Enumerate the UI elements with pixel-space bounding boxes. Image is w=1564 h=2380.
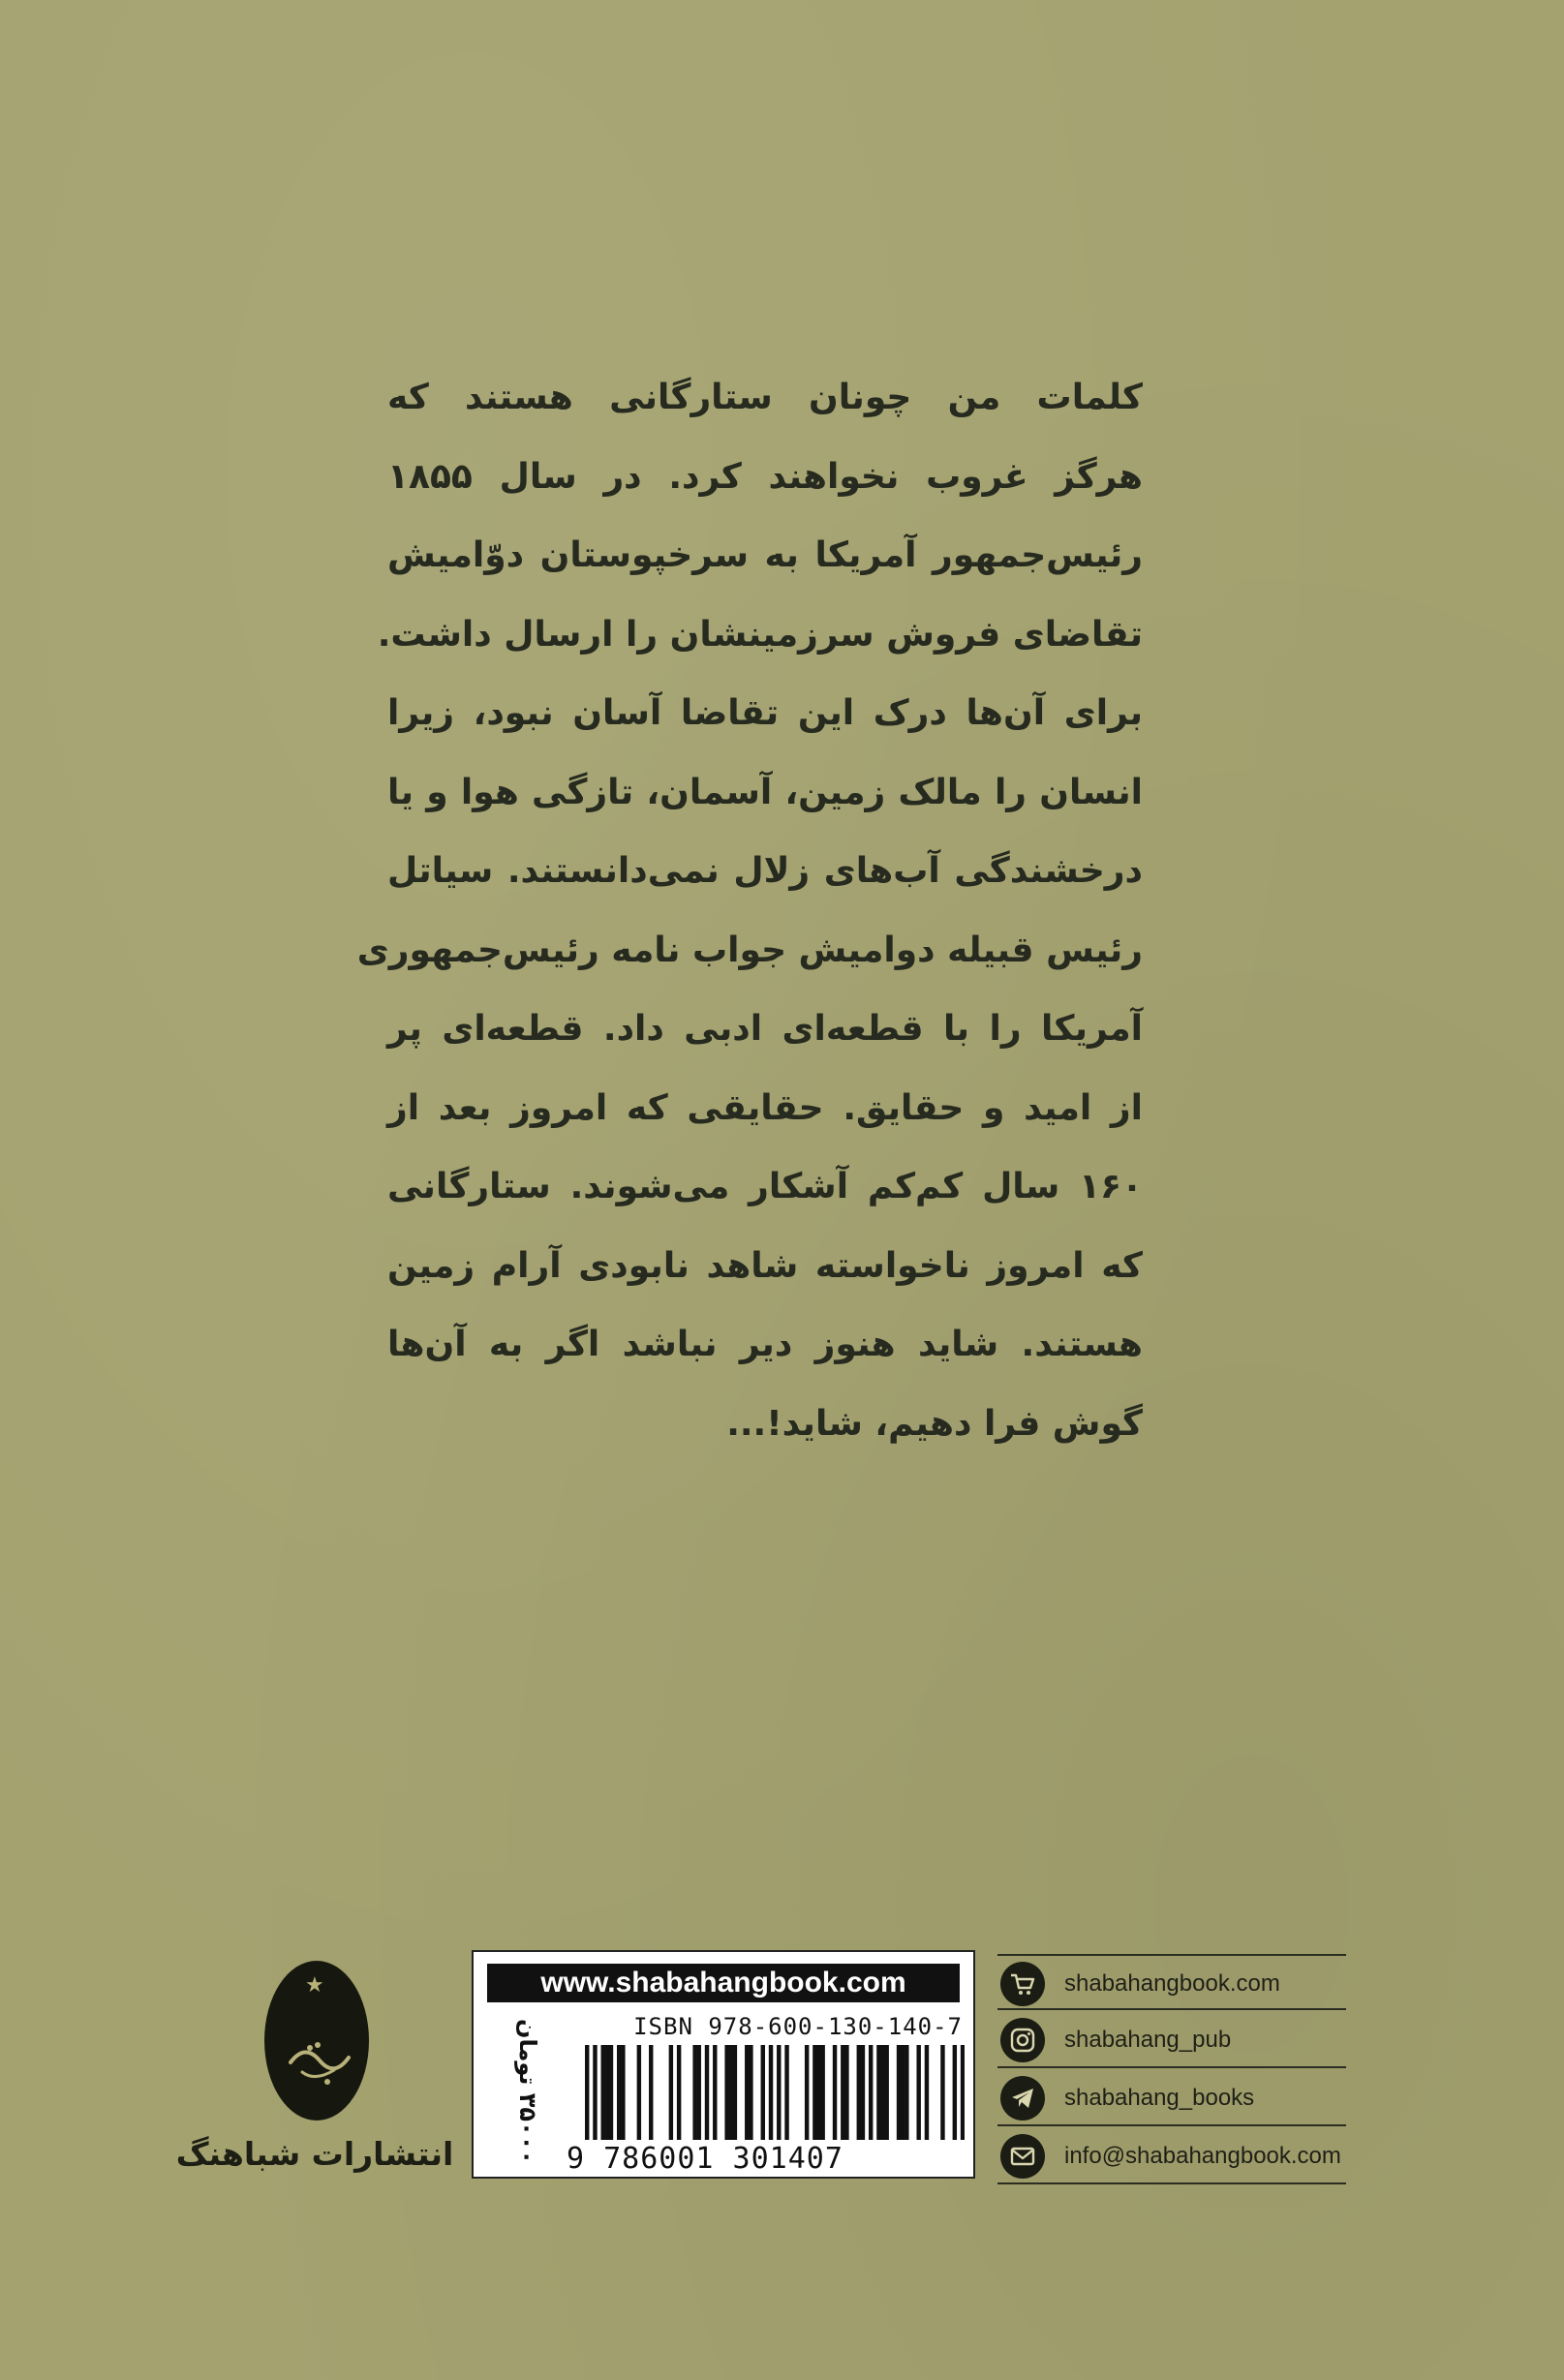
website-banner: www.shabahangbook.com bbox=[487, 1964, 960, 2002]
contact-telegram-text: shabahang_books bbox=[1064, 2085, 1255, 2111]
barcode-bar bbox=[857, 2045, 861, 2140]
blurb-line: برای آن‌ها درک این تقاضا آسان نبود، زیرا bbox=[387, 693, 1143, 733]
price-label: ۳۵۰۰۰ تومان bbox=[514, 2019, 541, 2165]
barcode-bar bbox=[777, 2045, 781, 2140]
barcode-bar bbox=[961, 2045, 965, 2140]
blurb-line: کلمات من چونان ستارگانی هستند که bbox=[387, 378, 1143, 417]
barcode-bar bbox=[813, 2045, 816, 2140]
barcode-bar bbox=[869, 2045, 873, 2140]
barcode-bar bbox=[901, 2045, 905, 2140]
barcode-bar bbox=[916, 2045, 920, 2140]
blurb-line: هرگز غروب نخواهند کرد. در سال ۱۸۵۵ bbox=[387, 456, 1143, 497]
barcode-bars bbox=[585, 2045, 965, 2140]
barcode-bar bbox=[733, 2045, 737, 2140]
star-icon: ★ bbox=[305, 1973, 324, 1998]
blurb-text bbox=[356, 358, 1143, 1463]
contact-email-text: info@shabahangbook.com bbox=[1064, 2143, 1341, 2169]
barcode-bar bbox=[705, 2045, 709, 2140]
contact-instagram-text: shabahang_pub bbox=[1064, 2027, 1232, 2053]
barcode-bar bbox=[820, 2045, 824, 2140]
barcode-bar bbox=[953, 2045, 957, 2140]
barcode-bar bbox=[609, 2045, 613, 2140]
barcode-bar bbox=[844, 2045, 848, 2140]
barcode-bar bbox=[816, 2045, 820, 2140]
barcode-bar bbox=[749, 2045, 752, 2140]
cart-icon bbox=[1000, 1962, 1045, 2006]
barcode-bar bbox=[637, 2045, 641, 2140]
barcode-bar bbox=[617, 2045, 621, 2140]
barcode-bar bbox=[724, 2045, 728, 2140]
barcode-bar bbox=[729, 2045, 733, 2140]
blurb-line: رئیس‌جمهور آمریکا به سرخپوستان دوّامیش bbox=[387, 535, 1143, 575]
barcode-bar bbox=[861, 2045, 865, 2140]
instagram-icon bbox=[1000, 2018, 1045, 2062]
contact-list bbox=[997, 1954, 1346, 2186]
mail-icon bbox=[1000, 2134, 1045, 2179]
blurb-line: گوش فرا دهیم، شاید!... bbox=[726, 1403, 1143, 1444]
barcode-bar bbox=[805, 2045, 809, 2140]
contact-website[interactable] bbox=[997, 1954, 1346, 2010]
blurb-line: که امروز ناخواسته شاهد نابودی آرام زمین bbox=[387, 1245, 1143, 1286]
barcode-bar bbox=[880, 2045, 884, 2140]
barcode-digits: 9 786001 301407 bbox=[567, 2142, 843, 2176]
barcode-bar bbox=[601, 2045, 605, 2140]
barcode-bar bbox=[876, 2045, 880, 2140]
blurb-line: آمریکا را با قطعه‌ای ادبی داد. قطعه‌ای پر bbox=[387, 1009, 1143, 1049]
barcode-bar bbox=[585, 2045, 589, 2140]
publisher-logo bbox=[174, 1946, 454, 2198]
barcode-bar bbox=[784, 2045, 788, 2140]
blurb-line: هستند. شاید هنوز دیر نباشد اگر به آن‌ها bbox=[387, 1325, 1143, 1364]
barcode-bar bbox=[697, 2045, 701, 2140]
barcode-bar bbox=[841, 2045, 844, 2140]
barcode-bar bbox=[940, 2045, 944, 2140]
barcode-bar bbox=[621, 2045, 625, 2140]
barcode-bar bbox=[713, 2045, 717, 2140]
barcode-bar bbox=[769, 2045, 773, 2140]
blurb-line: ۱۶۰ سال کم‌کم آشکار می‌شوند. ستارگانی bbox=[387, 1167, 1143, 1206]
barcode-bar bbox=[649, 2045, 653, 2140]
barcode-block bbox=[472, 1950, 975, 2179]
blurb-line: از امید و حقایق. حقایقی که امروز بعد از bbox=[387, 1087, 1143, 1128]
publisher-name: انتشارات شباهنگ bbox=[175, 2135, 454, 2173]
barcode-bar bbox=[761, 2045, 765, 2140]
barcode-bar bbox=[745, 2045, 749, 2140]
contact-telegram[interactable] bbox=[997, 2070, 1346, 2126]
barcode-bar bbox=[884, 2045, 888, 2140]
contact-website-text: shabahangbook.com bbox=[1064, 1970, 1280, 1997]
blurb-line: انسان را مالک زمین، آسمان، تازگی هوا و یا bbox=[387, 772, 1143, 812]
blurb-line: تقاضای فروش سرزمینشان را ارسال داشت. bbox=[377, 614, 1143, 655]
barcode-bar bbox=[925, 2045, 929, 2140]
barcode-bar bbox=[905, 2045, 908, 2140]
barcode-bar bbox=[833, 2045, 837, 2140]
contact-email[interactable] bbox=[997, 2128, 1346, 2184]
barcode-bar bbox=[897, 2045, 901, 2140]
barcode-bar bbox=[593, 2045, 597, 2140]
blurb-line: رئیس قبیله دوامیش جواب نامه رئیس‌جمهوری bbox=[356, 930, 1143, 970]
barcode-bar bbox=[677, 2045, 681, 2140]
barcode-bar bbox=[692, 2045, 696, 2140]
telegram-icon bbox=[1000, 2076, 1045, 2121]
isbn-label: ISBN 978-600-130-140-7 bbox=[633, 2013, 963, 2040]
contact-instagram[interactable] bbox=[997, 2012, 1346, 2068]
barcode-bar bbox=[669, 2045, 673, 2140]
blurb-line: درخشندگی آب‌های زلال نمی‌دانستند. سیاتل bbox=[387, 851, 1143, 891]
barcode-bar bbox=[605, 2045, 609, 2140]
calligraphy-mark-icon bbox=[281, 2024, 358, 2101]
